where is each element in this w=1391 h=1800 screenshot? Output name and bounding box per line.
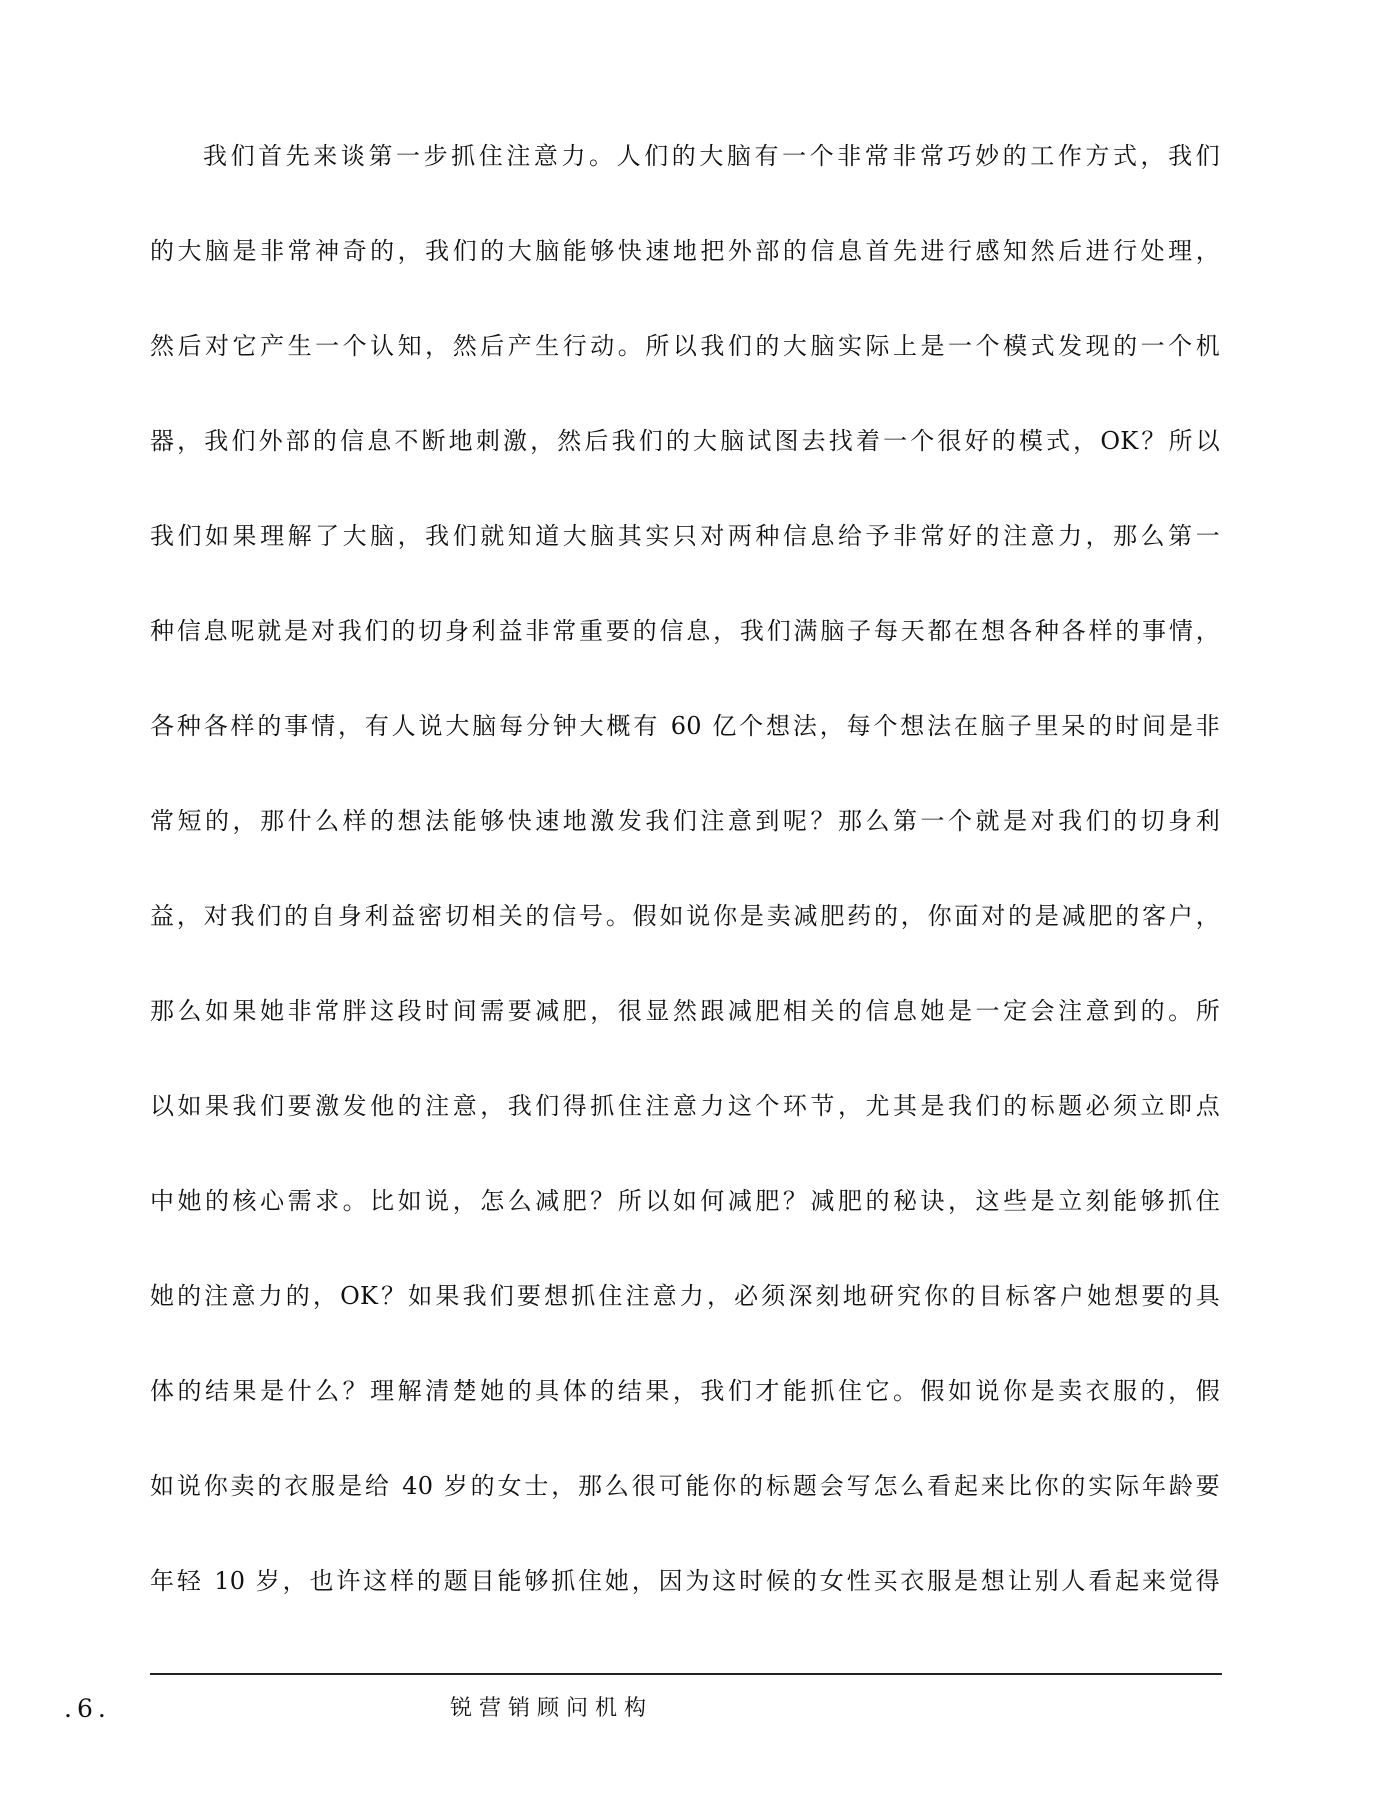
- page-number: .6.: [64, 1694, 111, 1723]
- paragraph-line: 益，对我们的自身利益密切相关的信号。假如说你是卖减肥药的，你面对的是减肥的客户，: [150, 902, 1220, 930]
- paragraph-line: 常短的，那什么样的想法能够快速地激发我们注意到呢？那么第一个就是对我们的切身利: [150, 807, 1220, 835]
- paragraph-line: 如说你卖的衣服是给 40 岁的女士，那么很可能你的标题会写怎么看起来比你的实际年龄要: [150, 1472, 1220, 1500]
- paragraph-line: 体的结果是什么？理解清楚她的具体的结果，我们才能抓住它。假如说你是卖衣服的，假: [150, 1377, 1220, 1405]
- paragraph-line: 她的注意力的，OK？如果我们要想抓住注意力，必须深刻地研究你的目标客户她想要的具: [150, 1282, 1220, 1310]
- paragraph-line: 年轻 10 岁，也许这样的题目能够抓住她，因为这时候的女性买衣服是想让别人看起来觉得: [150, 1567, 1220, 1595]
- footer-divider: [150, 1673, 1222, 1675]
- paragraph-line: 器，我们外部的信息不断地刺激，然后我们的大脑试图去找着一个很好的模式，OK？所以: [150, 427, 1220, 455]
- paragraph-line: 种信息呢就是对我们的切身利益非常重要的信息，我们满脑子每天都在想各种各样的事情，: [150, 617, 1220, 645]
- paragraph-line: 那么如果她非常胖这段时间需要减肥，很显然跟减肥相关的信息她是一定会注意到的。所: [150, 997, 1220, 1025]
- paragraph-line: 以如果我们要激发他的注意，我们得抓住注意力这个环节，尤其是我们的标题必须立即点: [150, 1092, 1220, 1120]
- paragraph-line: 各种各样的事情，有人说大脑每分钟大概有 60 亿个想法，每个想法在脑子里呆的时间是非: [150, 712, 1220, 740]
- paragraph-line: 的大脑是非常神奇的，我们的大脑能够快速地把外部的信息首先进行感知然后进行处理，: [150, 237, 1220, 265]
- paragraph-line: 然后对它产生一个认知，然后产生行动。所以我们的大脑实际上是一个模式发现的一个机: [150, 332, 1220, 360]
- footer-organization: 锐营销顾问机构: [450, 1696, 654, 1721]
- paragraph-line: 我们首先来谈第一步抓住注意力。人们的大脑有一个非常非常巧妙的工作方式，我们: [203, 142, 1220, 170]
- paragraph-line: 我们如果理解了大脑，我们就知道大脑其实只对两种信息给予非常好的注意力，那么第一: [150, 522, 1220, 550]
- paragraph-line: 中她的核心需求。比如说，怎么减肥？所以如何减肥？减肥的秘诀，这些是立刻能够抓住: [150, 1187, 1220, 1215]
